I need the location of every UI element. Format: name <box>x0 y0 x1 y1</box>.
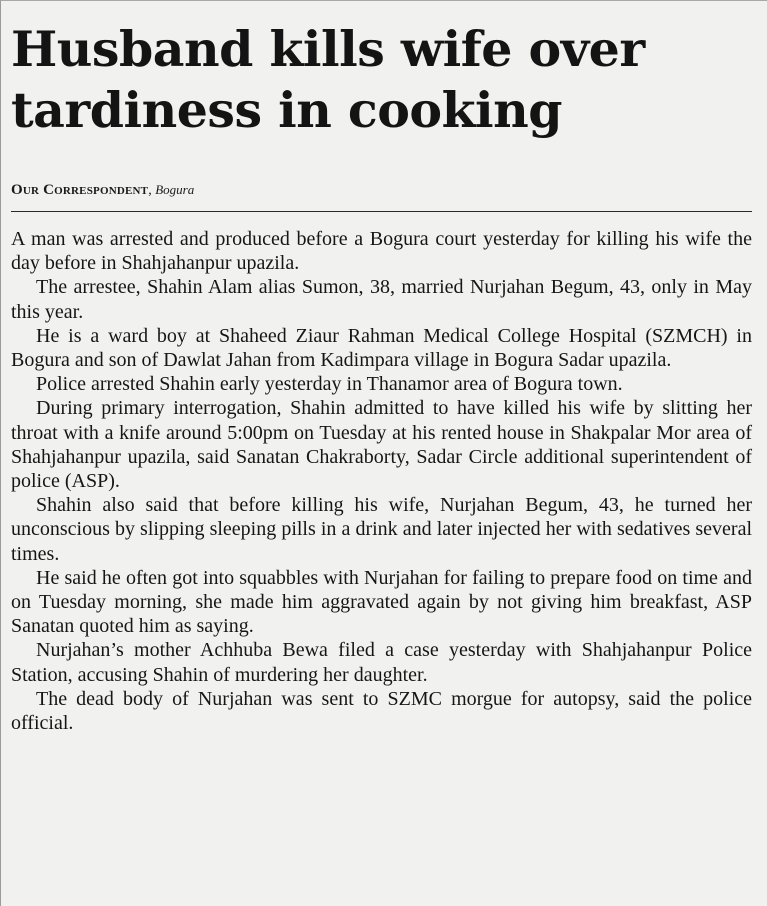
paragraph: Nurjahan’s mother Achhuba Bewa filed a case yesterday with Shahjahanpur Police Station, accusing Shahin of murdering her daughter. <box>11 639 752 686</box>
paragraph: Police arrested Shahin early yesterday in Thanamor area of Bogura town. <box>36 373 623 396</box>
byline-divider <box>11 211 752 212</box>
paragraph: During primary interrogation, Shahin admitted to have killed his wife by slitting her throat with a knife around 5:00pm on Tuesday at his rented house in Shakpalar Mor area of Shahjahanpur upazila, said Sanatan Chakraborty, Sadar Circle additional superintendent of police (ASP). <box>11 397 752 493</box>
byline-location: Bogura <box>155 182 195 197</box>
byline-separator: , <box>148 183 156 198</box>
headline: Husband kills wife over tardiness in cooking <box>11 20 645 139</box>
paragraph: He is a ward boy at Shaheed Ziaur Rahman Medical College Hospital (SZMCH) in Bogura and son of Dawlat Jahan from Kadimpara village in Bogura Sadar upazila. <box>11 324 752 372</box>
byline-author: Our Correspondent <box>11 182 149 198</box>
article-body <box>11 227 752 735</box>
paragraph: The arrestee, Shahin Alam alias Sumon, 38, married Nurjahan Begum, 43, only in May this year. <box>11 276 752 323</box>
paragraph: The dead body of Nurjahan was sent to SZMC morgue for autopsy, said the police official. <box>11 687 752 735</box>
paragraph: A man was arrested and produced before a Bogura court yesterday for killing his wife the day before in Shahjahanpur upazila. <box>11 228 752 275</box>
byline <box>11 182 194 199</box>
paragraph: Shahin also said that before killing his wife, Nurjahan Begum, 43, he turned her unconscious by slipping sleeping pills in a drink and later injected her with sedatives several times. <box>11 494 752 565</box>
paragraph: He said he often got into squabbles with Nurjahan for failing to prepare food on time and on Tuesday morning, she made him aggravated again by not giving him breakfast, ASP Sanatan quoted him as saying. <box>11 566 752 638</box>
